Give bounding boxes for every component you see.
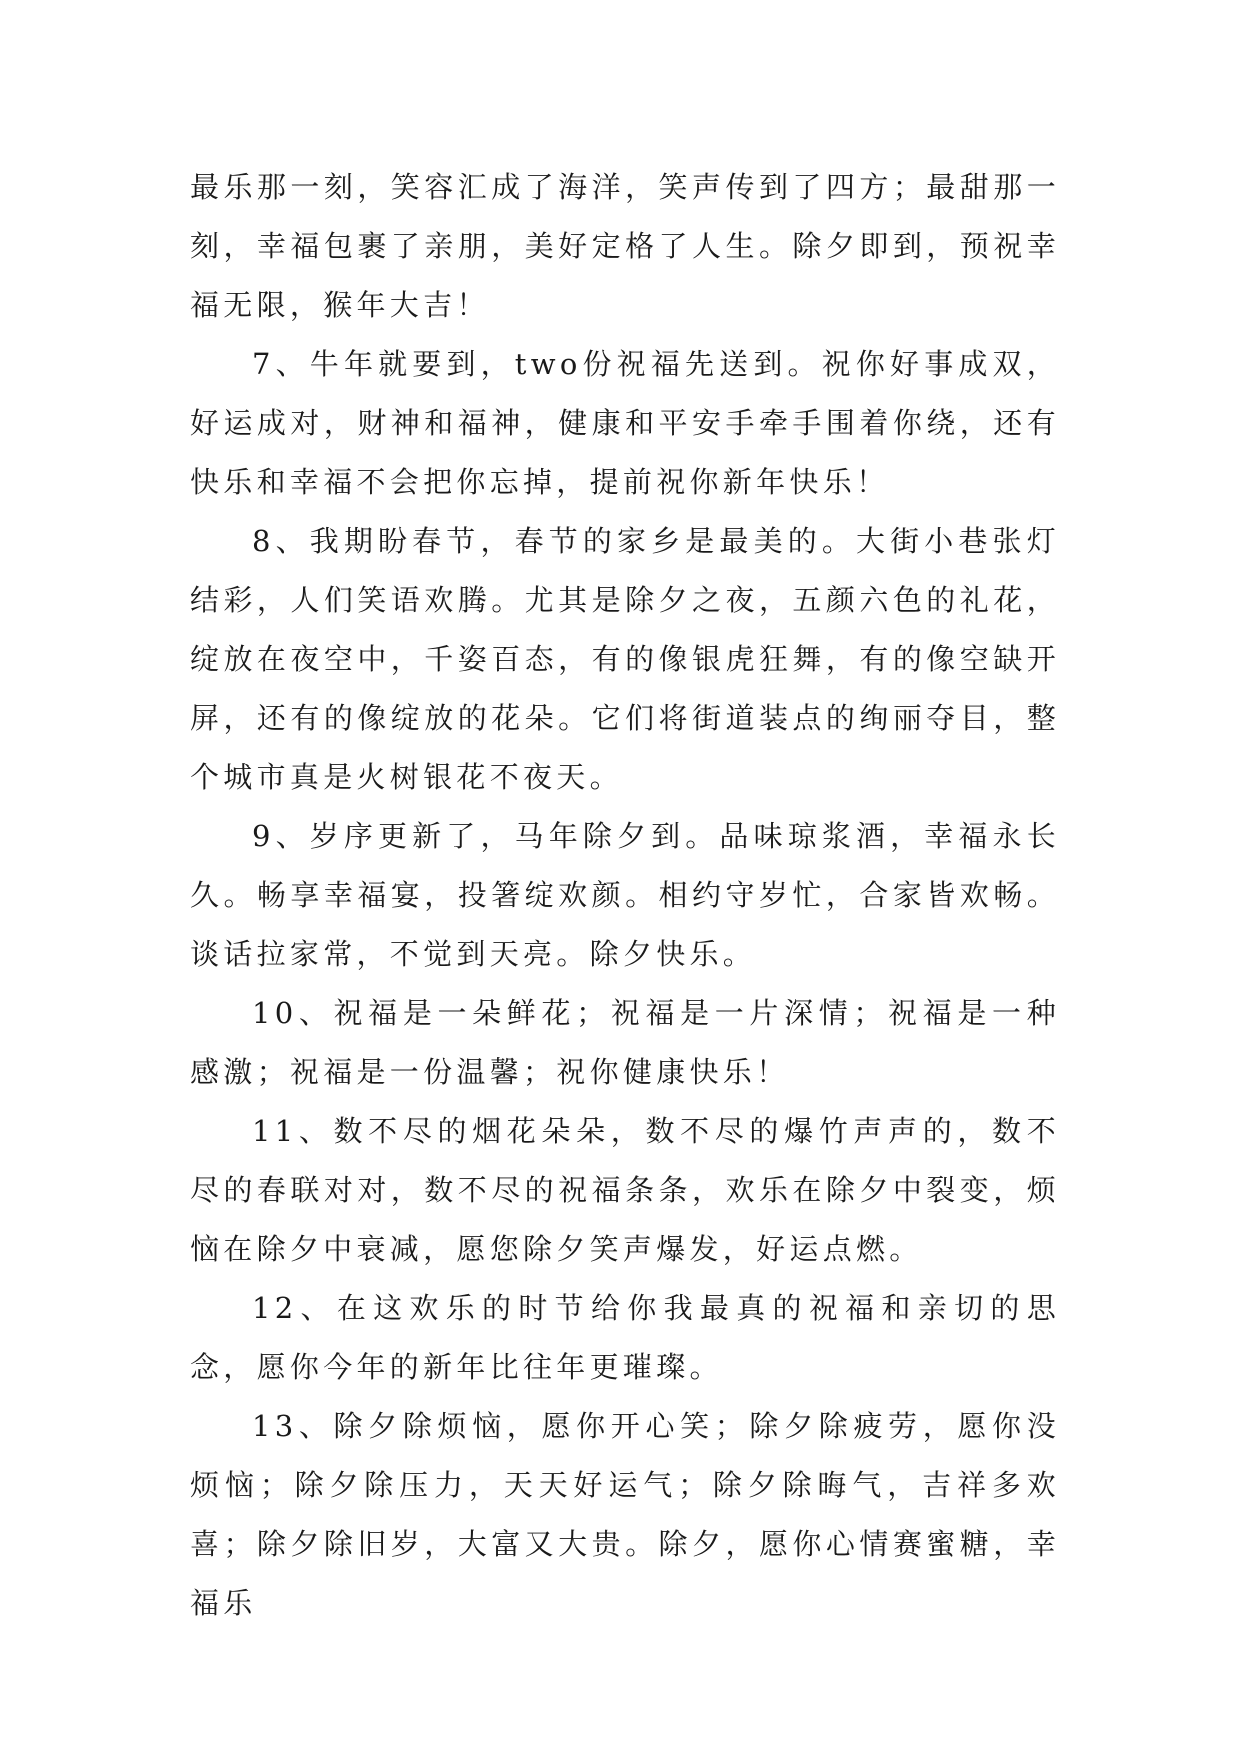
- paragraph-item-8: 8、我期盼春节，春节的家乡是最美的。大街小巷张灯结彩，人们笑语欢腾。尤其是除夕之夜，五颜六色的礼花，绽放在夜空中，千姿百态，有的像银虎狂舞，有的像空缺开屏，还有的像绽放的花朵。它们将街道装点的绚丽夺目，整个城市真是火树银花不夜天。: [190, 524, 1060, 794]
- paragraph-item-7: 7、牛年就要到，two份祝福先送到。祝你好事成双，好运成对，财神和福神，健康和平安手牵手围着你绕，还有快乐和幸福不会把你忘掉，提前祝你新年快乐！: [190, 347, 1060, 499]
- paragraph-continued: 最乐那一刻，笑容汇成了海洋，笑声传到了四方；最甜那一刻，幸福包裹了亲朋，美好定格了人生。除夕即到，预祝幸福无限，猴年大吉！: [190, 170, 1060, 322]
- paragraph-item-13: 13、除夕除烦恼，愿你开心笑；除夕除疲劳，愿你没烦恼；除夕除压力，天天好运气；除夕除晦气，吉祥多欢喜；除夕除旧岁，大富又大贵。除夕，愿你心情赛蜜糖，幸福乐: [190, 1409, 1060, 1620]
- paragraph-item-12: 12、在这欢乐的时节给你我最真的祝福和亲切的思念，愿你今年的新年比往年更璀璨。: [190, 1291, 1060, 1384]
- paragraph-item-10: 10、祝福是一朵鲜花；祝福是一片深情；祝福是一种感激；祝福是一份温馨；祝你健康快乐！: [190, 996, 1060, 1089]
- document-body: [190, 158, 1060, 1633]
- paragraph-item-9: 9、岁序更新了，马年除夕到。品味琼浆酒，幸福永长久。畅享幸福宴，投箸绽欢颜。相约守岁忙，合家皆欢畅。谈话拉家常，不觉到天亮。除夕快乐。: [190, 819, 1060, 971]
- paragraph-item-11: 11、数不尽的烟花朵朵，数不尽的爆竹声声的，数不尽的春联对对，数不尽的祝福条条，欢乐在除夕中裂变，烦恼在除夕中衰减，愿您除夕笑声爆发，好运点燃。: [190, 1114, 1060, 1266]
